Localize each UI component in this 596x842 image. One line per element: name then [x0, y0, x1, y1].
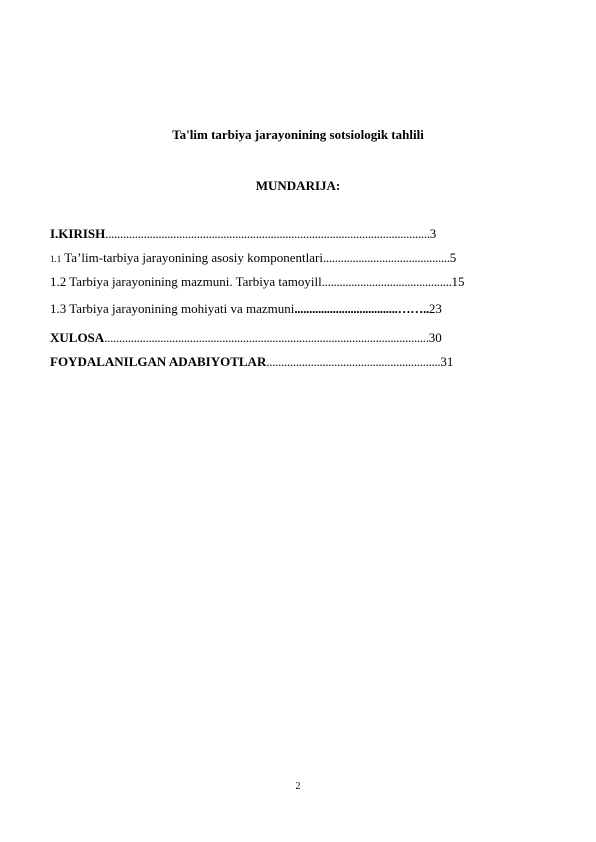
toc-entry-number: 1.1 — [50, 254, 62, 264]
toc-entry[interactable] — [50, 354, 453, 370]
toc-entry[interactable] — [50, 274, 465, 290]
page-number: 2 — [295, 781, 301, 792]
toc-leader-dots: .............................................................................................................. — [104, 330, 429, 345]
toc-entry-page: 30 — [428, 330, 442, 345]
toc-entry-title: I.KIRISH — [50, 226, 106, 241]
toc-entry-page: 23 — [428, 301, 442, 316]
toc-entry[interactable] — [50, 330, 442, 346]
toc-entry-page: 5 — [449, 250, 457, 265]
toc-entry-title: FOYDALANILGAN ADABIYOTLAR — [50, 354, 267, 369]
toc-leader-dots: ...................................…….. — [294, 301, 429, 316]
toc-entry-title: XULOSA — [50, 330, 105, 345]
toc-entry-title: 1.2 Tarbiya jarayonining mazmuni. Tarbiya tamoyill — [50, 274, 322, 289]
contents-heading: MUNDARIJA: — [255, 178, 341, 193]
toc-entry-page: 3 — [429, 226, 437, 241]
toc-leader-dots: ............................................ — [321, 274, 452, 289]
toc-leader-dots: ........................................................... — [266, 354, 441, 369]
toc-leader-dots: .............................................................................................................. — [105, 226, 430, 241]
toc-entry-title: Ta’lim-tarbiya jarayonining asosiy komponentlari — [64, 250, 323, 265]
toc-entry-page: 31 — [440, 354, 454, 369]
toc-entry[interactable] — [50, 226, 436, 242]
toc-leader-dots: ........................................... — [322, 250, 450, 265]
toc-entry[interactable] — [50, 250, 456, 267]
toc-entry[interactable] — [50, 301, 442, 317]
toc-entry-page: 15 — [451, 274, 465, 289]
document-title: Ta'lim tarbiya jarayonining sotsiologik tahlili — [172, 127, 424, 142]
toc-entry-title: 1.3 Tarbiya jarayonining mohiyati va mazmuni — [50, 301, 295, 316]
